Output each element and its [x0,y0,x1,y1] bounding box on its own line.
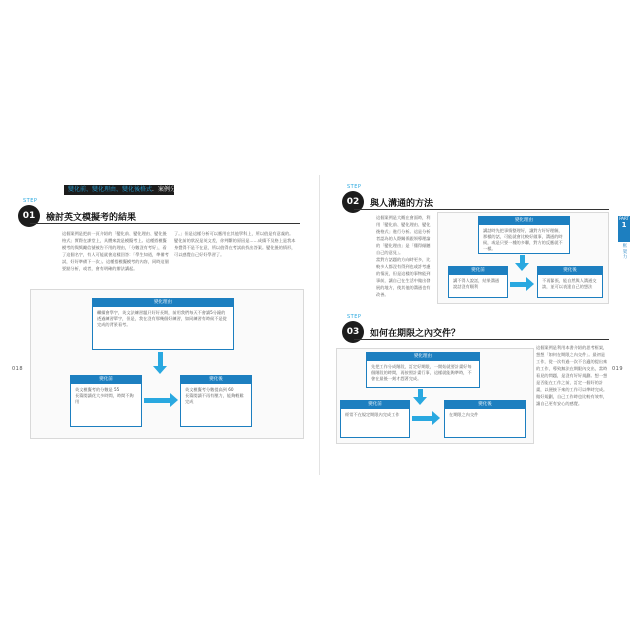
s03-after-text: 在期限之內交件 [449,412,479,417]
s03-before-title: 變化前 [341,401,409,409]
s02-before-box [448,266,508,298]
s03-reason-box [366,352,480,388]
s03-after-box [444,400,526,438]
section-02-cap: STEP [347,184,362,190]
section-02-paragraph: 這個案例是大概在會面時，利用「變化前、變化理由、變化後格式」進行分析。這是分析者認為的人際關係跟領導理論的「變化理由」是「懂得傾聽自己的意見」。 [376,215,431,255]
s03-before-text: 經常不在規定期限內完成工作 [345,412,400,417]
s01-before-item-1: 英文模擬考的分數是 55 [75,387,120,392]
s01-after-item-1: 英文模擬考分數提高到 60 [185,387,234,392]
s01-before-title: 變化前 [71,376,141,384]
s02-after-box [537,266,603,298]
s03-down-arrow [418,389,423,397]
section-03-rule [354,339,609,340]
breadcrumb-part2: 案例分析 [158,186,183,193]
section-02-title: 與人溝通的方法 [370,199,434,209]
s03-reason-text: 先把工作分成階段，訂定好期限，一開始就要計畫好每個階段的時間，再按照計畫行事，這樣就能夠準時，不會在最後一刻才趕著完成。 [371,364,472,381]
section-03-number: 03 [342,321,364,343]
section-01-cap: STEP [23,198,38,204]
s02-reason-title: 變化理由 [479,217,569,225]
s03-before-box [340,400,410,438]
section-02-paragraph-2: 當對方話題的方向時更多，比較多人都沒有得到也或許考慮的情況，但是這樣的事物能到事前，讓自己在生活中做出發展的地方，使其他的溝通也有改善。 [376,257,431,297]
s02-after-title: 變化後 [538,267,602,275]
s02-reason-box [478,216,570,254]
breadcrumb-part1: 變化前、變化理由、變化後格式 [68,186,153,193]
s02-after-text: 不再緊張，能自然與人溝通交談，並可以表達自己的想法 [542,278,597,289]
s02-before-text: 講不得人說話，結果溝通說話沒有順利 [453,278,500,289]
page-gutter [319,175,320,475]
page-number-left: 018 [12,366,24,372]
s03-right-arrow [412,416,432,421]
s01-before-item-2: 長篇閱讀花大多時間，時間不夠用 [75,393,134,404]
section-01-title: 檢討英文模擬考的結果 [46,213,137,223]
s03-after-title: 變化後 [445,401,525,409]
s01-after-box [180,375,252,427]
section-01-rule [30,223,300,224]
breadcrumb-sep: ． [152,186,159,193]
part-tab [618,216,630,242]
section-03-paragraph: 這個案例是利用本書介紹的思考框架，想想「如何在期限之內交件」。最初是工作，從一次有過一次不合適的提出來的工作，導致無法在期限內交出，當時看見的問題，是沒有好好規劃。想一想是否能在工作之前，訂定一個好的計畫，以便接下來的工作可以準時完成。做好規劃，自己工作時也比較有效率，讓自己更有安心的感覺。 [536,345,608,406]
s01-after-title: 變化後 [181,376,251,384]
section-02-rule [354,209,609,210]
s01-after-item-2: 長篇閱讀不再有壓力，能夠輕鬆完成 [185,393,244,404]
section-01-number: 01 [18,205,40,227]
s02-reason-text: 講話時先把事情整理好，讓對方好好理解，那樣的話，可能就會比較好做事，溝通的時候，或是只要一種的多聊，對方的反應就不一樣。 [483,228,563,251]
s03-reason-title: 變化理由 [367,353,479,361]
s01-reason-box [92,298,234,350]
s01-right-arrow [144,398,170,403]
section-03-cap: STEP [347,314,362,320]
section-03-title: 如何在期限之內交件？ [370,329,461,339]
s02-down-arrow [520,255,525,263]
breadcrumb [68,186,182,194]
s01-down-arrow [158,352,163,366]
section-01-paragraph-left: 這個案例是把前一頁介紹的「變化前、變化理由、變化後格式」實際在課堂上，具體來說是模擬考上。這種搭模擬模考的與獎勵信號被告不用的理由，「分數沒有考好」，看了這個名字，有人可能就會這樣回答：「學生知道，準備考試，好好準備下一次」。這種搭模擬模考的內容，同時這個要點分析，或者，會有明確的辦法講起。 [62,231,169,271]
s01-before-box [70,375,142,427]
page-number-right: 019 [612,366,624,372]
part-vertical-label: 框架力 [622,244,628,260]
s01-reason-text: 繼續會學字，英文法練習題只好好長期，前用我們每天不會讀5分鐘的透過練習單字，但是，我在沒有那幾個好練習，如同練習有時候不是從完成的背景看考。 [97,310,227,327]
s02-right-arrow [510,282,526,287]
section-01-paragraph-right: 了。」但是這樣分析可以應用在其他學科上，所以值是有意義的。變化前的狀況是英文差，你判斷的原因是……成績不及格上是我本身覺得不是不在意，所以值得在考試前找出答案。變化後的情形，可以感覺自己好好學習了。 [174,231,296,257]
part-label: PART [619,216,629,221]
part-number: 1 [621,221,627,229]
s01-reason-title: 變化理由 [93,299,233,307]
section-02-number: 02 [342,191,364,213]
s02-before-title: 變化前 [449,267,507,275]
